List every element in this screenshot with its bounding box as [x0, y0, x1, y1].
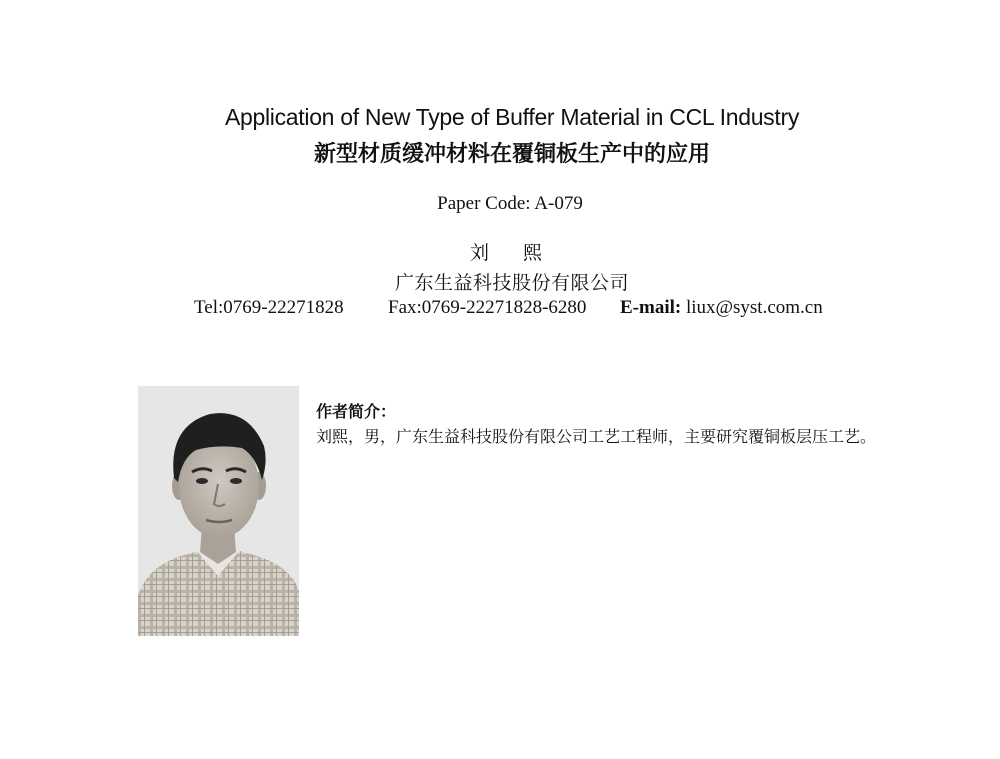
author-affiliation: 广东生益科技股份有限公司	[394, 272, 629, 294]
author-name: 刘 熙	[469, 242, 557, 264]
paper-title-en: Application of New Type of Buffer Material in CCL Industry	[224, 104, 800, 130]
contact-email	[620, 297, 823, 319]
email-label: E-mail:	[620, 297, 682, 318]
bio-text: 刘熙，男，广东生益科技股份有限公司工艺工程师，主要研究覆铜板层压工艺。	[316, 427, 877, 446]
contact-tel: Tel:0769-22271828	[194, 297, 344, 318]
paper-title-zh: 新型材质缓冲材料在覆铜板生产中的应用	[313, 142, 710, 167]
bio-heading: 作者简介：	[316, 402, 397, 421]
paper-code: Paper Code: A-079	[437, 193, 583, 214]
contact-fax: Fax:0769-22271828-6280	[388, 297, 587, 318]
email-address: liux@syst.com.cn	[685, 297, 823, 318]
author-photo	[138, 386, 299, 636]
